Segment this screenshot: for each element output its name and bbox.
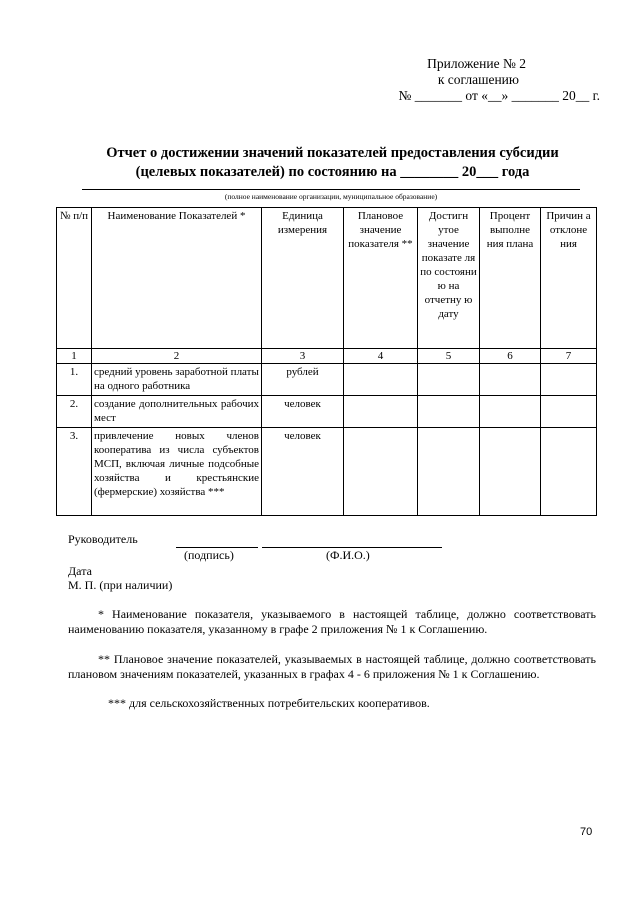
organization-name-line: [82, 189, 580, 190]
row-deviation-reason: [541, 428, 597, 516]
row-achieved-value: [418, 396, 480, 428]
row-planned-value: [344, 364, 418, 396]
column-number: 3: [262, 349, 344, 364]
row-deviation-reason: [541, 396, 597, 428]
row-achieved-value: [418, 428, 480, 516]
column-number: 4: [344, 349, 418, 364]
row-indicator-name: средний уровень заработной платы на одного работника: [92, 364, 262, 396]
row-planned-value: [344, 428, 418, 516]
footnote-3: *** для сельскохозяйственных потребительских кооперативов.: [108, 696, 430, 710]
header-deviation-reason: Причин а отклоне ния: [541, 208, 597, 349]
header-indicator-name: Наименование Показателей *: [92, 208, 262, 349]
column-number: 7: [541, 349, 597, 364]
row-number: 3.: [57, 428, 92, 516]
column-number: 2: [92, 349, 262, 364]
indicators-table: [56, 207, 597, 516]
row-achieved-value: [418, 364, 480, 396]
organization-caption: (полное наименование организации, муниципальное образование): [224, 192, 438, 201]
column-number: 1: [57, 349, 92, 364]
row-unit: человек: [262, 396, 344, 428]
stamp-label: М. П. (при наличии): [68, 578, 173, 592]
row-planned-value: [344, 396, 418, 428]
footnote-1: * Наименование показателя, указываемого в настоящей таблице, должно соответствовать наименованию показателя, указанному в графе 2 приложения № 1 к Соглашению.: [68, 607, 596, 636]
header-planned-value: Плановое значение показателя **: [344, 208, 418, 349]
row-deviation-reason: [541, 364, 597, 396]
row-indicator-name: создание дополнительных рабочих мест: [92, 396, 262, 428]
column-numbers-row: [57, 349, 597, 364]
signature-caption: (подпись): [184, 548, 234, 562]
page-number: 70: [580, 826, 593, 838]
report-title-line-1: Отчет о достижении значений показателей предоставления субсидии: [106, 145, 559, 161]
row-unit: человек: [262, 428, 344, 516]
footnote-2: ** Плановое значение показателей, указываемых в настоящей таблице, должно соответствовать плановом значениям показателей, указанных в графах 4 - 6 приложения № 1 к Соглашению.: [68, 652, 596, 681]
row-plan-percent: [480, 396, 541, 428]
appendix-to-agreement: к соглашению: [437, 72, 519, 87]
agreement-number-date: № _______ от «__» _______ 20__ г.: [398, 88, 600, 103]
date-label: Дата: [68, 564, 92, 578]
column-number: 6: [480, 349, 541, 364]
table-row: [57, 396, 597, 428]
report-title: [60, 144, 605, 182]
row-plan-percent: [480, 428, 541, 516]
row-plan-percent: [480, 364, 541, 396]
row-number: 1.: [57, 364, 92, 396]
column-number: 5: [418, 349, 480, 364]
table-row: [57, 364, 597, 396]
header-achieved-value: Достигн утое значение показате ля по состояни ю на отчетну ю дату: [418, 208, 480, 349]
table-header-row: [57, 208, 597, 349]
head-label: Руководитель: [68, 532, 138, 546]
table-row: [57, 428, 597, 516]
row-unit: рублей: [262, 364, 344, 396]
appendix-header: [330, 56, 600, 104]
header-plan-percent: Процент выполне ния плана: [480, 208, 541, 349]
full-name-caption: (Ф.И.О.): [326, 548, 370, 562]
report-title-line-2: (целевых показателей) по состоянию на ________ 20___ года: [135, 164, 530, 180]
row-number: 2.: [57, 396, 92, 428]
appendix-number: Приложение № 2: [427, 56, 526, 71]
header-number: № п/п: [57, 208, 92, 349]
row-indicator-name: привлечение новых членов кооператива из числа субъектов МСП, включая личные подсобные хозяйства и крестьянские (фермерские) хозяйства ***: [92, 428, 262, 516]
header-unit: Единица измерения: [262, 208, 344, 349]
